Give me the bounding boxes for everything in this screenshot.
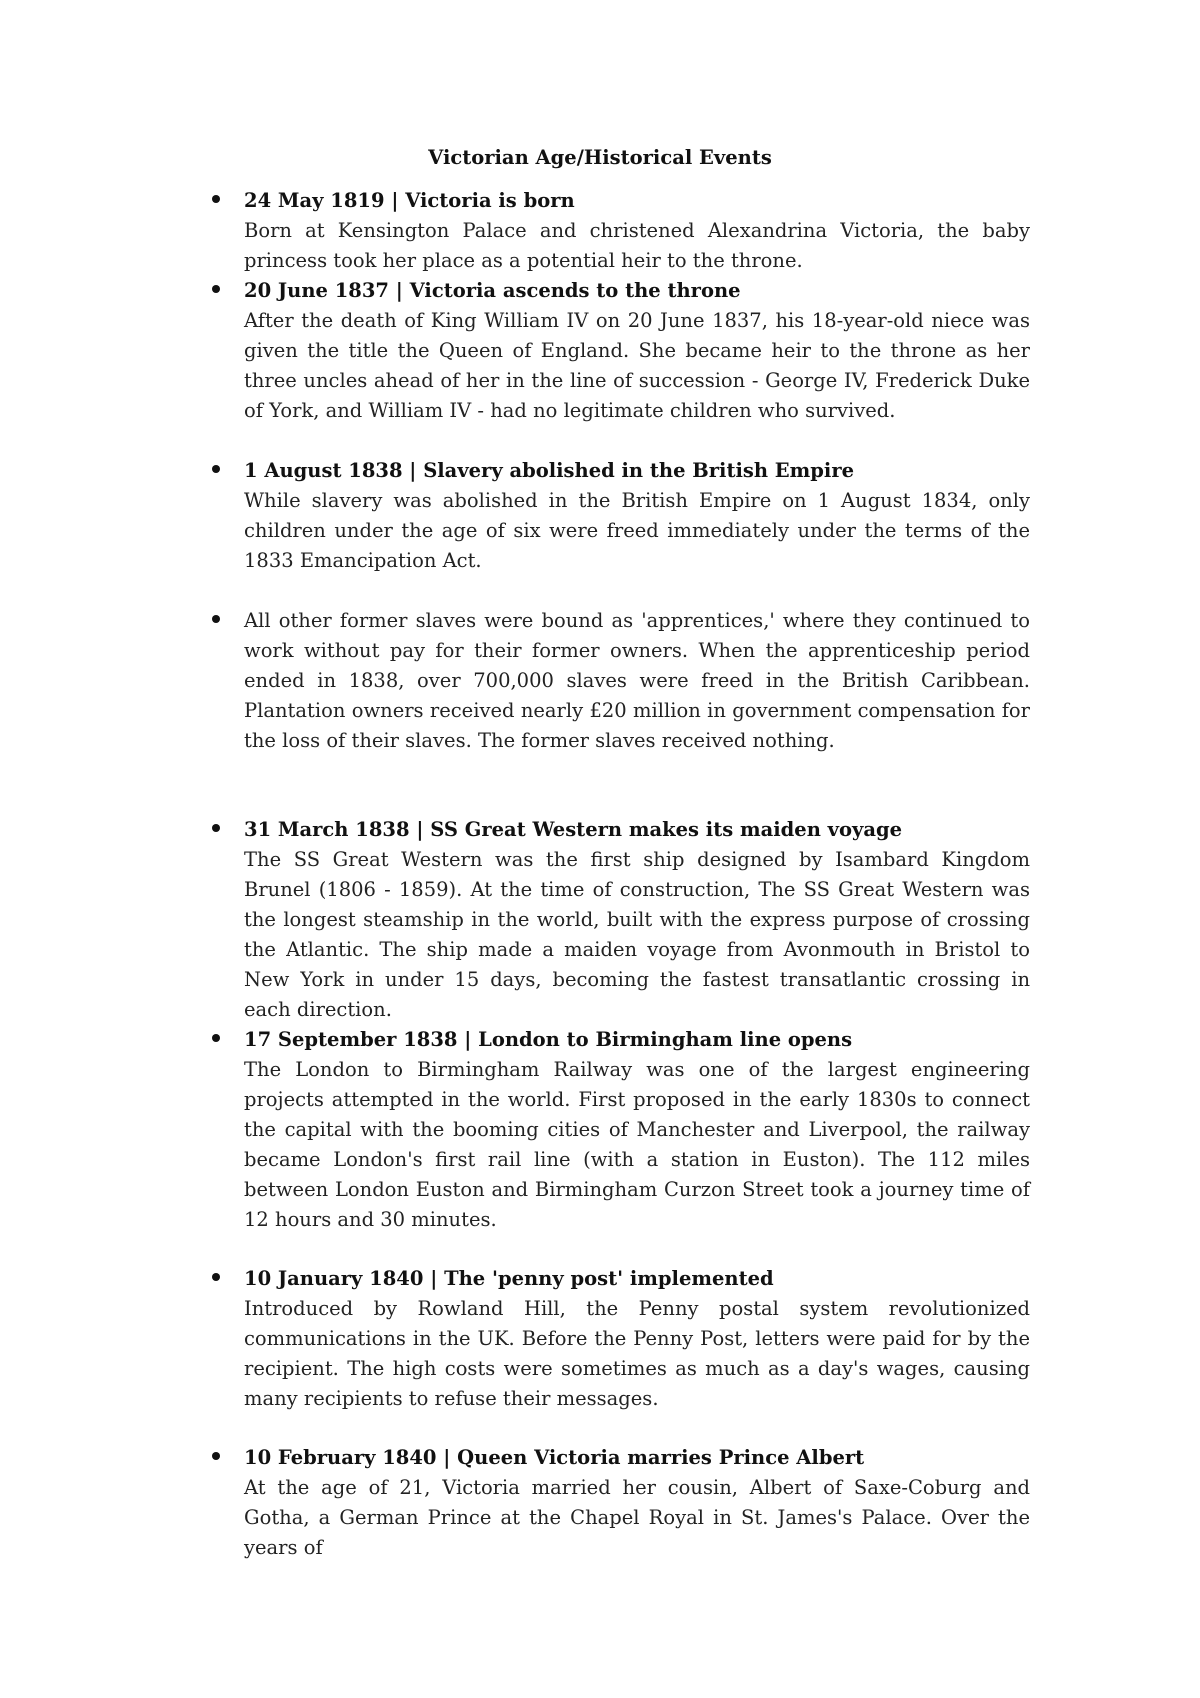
event-body: While slavery was abolished in the British Empire on 1 August 1834, only children under the age of six were freed immediately under the terms of the 1833 Emancipation Act.	[244, 489, 1030, 572]
bullet-icon	[212, 276, 220, 306]
bullet-icon	[212, 1025, 220, 1055]
event-item	[244, 815, 1030, 1025]
bullet-icon	[212, 186, 220, 216]
event-heading: 1 August 1838 | Slavery abolished in the British Empire	[244, 459, 855, 482]
event-body: After the death of King William IV on 20 June 1837, his 18-year-old niece was given the title the Queen of England. She became heir to the throne as her three uncles ahead of her in the line of succession - George IV, Frederick Duke of York, and William IV - had no legitimate children who survived.	[244, 309, 1030, 422]
event-item	[244, 1264, 1030, 1414]
bullet-icon	[212, 606, 220, 636]
event-item	[244, 186, 1030, 276]
event-item	[244, 1025, 1030, 1235]
event-item	[244, 1443, 1030, 1563]
event-body: Introduced by Rowland Hill, the Penny postal system revolutionized communications in the UK. Before the Penny Post, letters were paid for by the recipient. The high costs were sometimes as much as a day's wages, causing many recipients to refuse their messages.	[244, 1297, 1030, 1410]
bullet-icon	[212, 815, 220, 845]
event-item	[244, 276, 1030, 426]
event-body: The London to Birmingham Railway was one of the largest engineering projects attempted in the world. First proposed in the early 1830s to connect the capital with the booming cities of Manchester and Liverpool, the railway became London's first rail line (with a station in Euston). The 112 miles between London Euston and Birmingham Curzon Street took a journey time of 12 hours and 30 minutes.	[244, 1058, 1030, 1231]
event-item	[244, 456, 1030, 576]
event-heading: 24 May 1819 | Victoria is born	[244, 189, 575, 212]
event-heading: 10 January 1840 | The 'penny post' implemented	[244, 1267, 774, 1290]
event-body: The SS Great Western was the first ship designed by Isambard Kingdom Brunel (1806 - 1859). At the time of construction, The SS Great Western was the longest steamship in the world, built with the express purpose of crossing the Atlantic. The ship made a maiden voyage from Avonmouth in Bristol to New York in under 15 days, becoming the fastest transatlantic crossing in each direction.	[244, 848, 1030, 1021]
event-heading: 10 February 1840 | Queen Victoria marries Prince Albert	[244, 1446, 865, 1469]
event-body: Born at Kensington Palace and christened Alexandrina Victoria, the baby princess took her place as a potential heir to the throne.	[244, 219, 1030, 272]
event-item	[244, 606, 1030, 756]
bullet-icon	[212, 1264, 220, 1294]
event-body: All other former slaves were bound as 'apprentices,' where they continued to work without pay for their former owners. When the apprenticeship period ended in 1838, over 700,000 slaves were freed in the British Caribbean. Plantation owners received nearly £20 million in government compensation for the loss of their slaves. The former slaves received nothing.	[244, 609, 1030, 752]
event-body: At the age of 21, Victoria married her cousin, Albert of Saxe-Coburg and Gotha, a German Prince at the Chapel Royal in St. James's Palace. Over the years of	[244, 1476, 1030, 1559]
page-title: Victorian Age/Historical Events	[428, 146, 772, 169]
event-heading: 20 June 1837 | Victoria ascends to the throne	[244, 279, 741, 302]
event-heading: 17 September 1838 | London to Birmingham line opens	[244, 1028, 853, 1051]
bullet-icon	[212, 1443, 220, 1473]
event-list	[244, 186, 1030, 1563]
bullet-icon	[212, 456, 220, 486]
event-heading: 31 March 1838 | SS Great Western makes its maiden voyage	[244, 818, 903, 841]
